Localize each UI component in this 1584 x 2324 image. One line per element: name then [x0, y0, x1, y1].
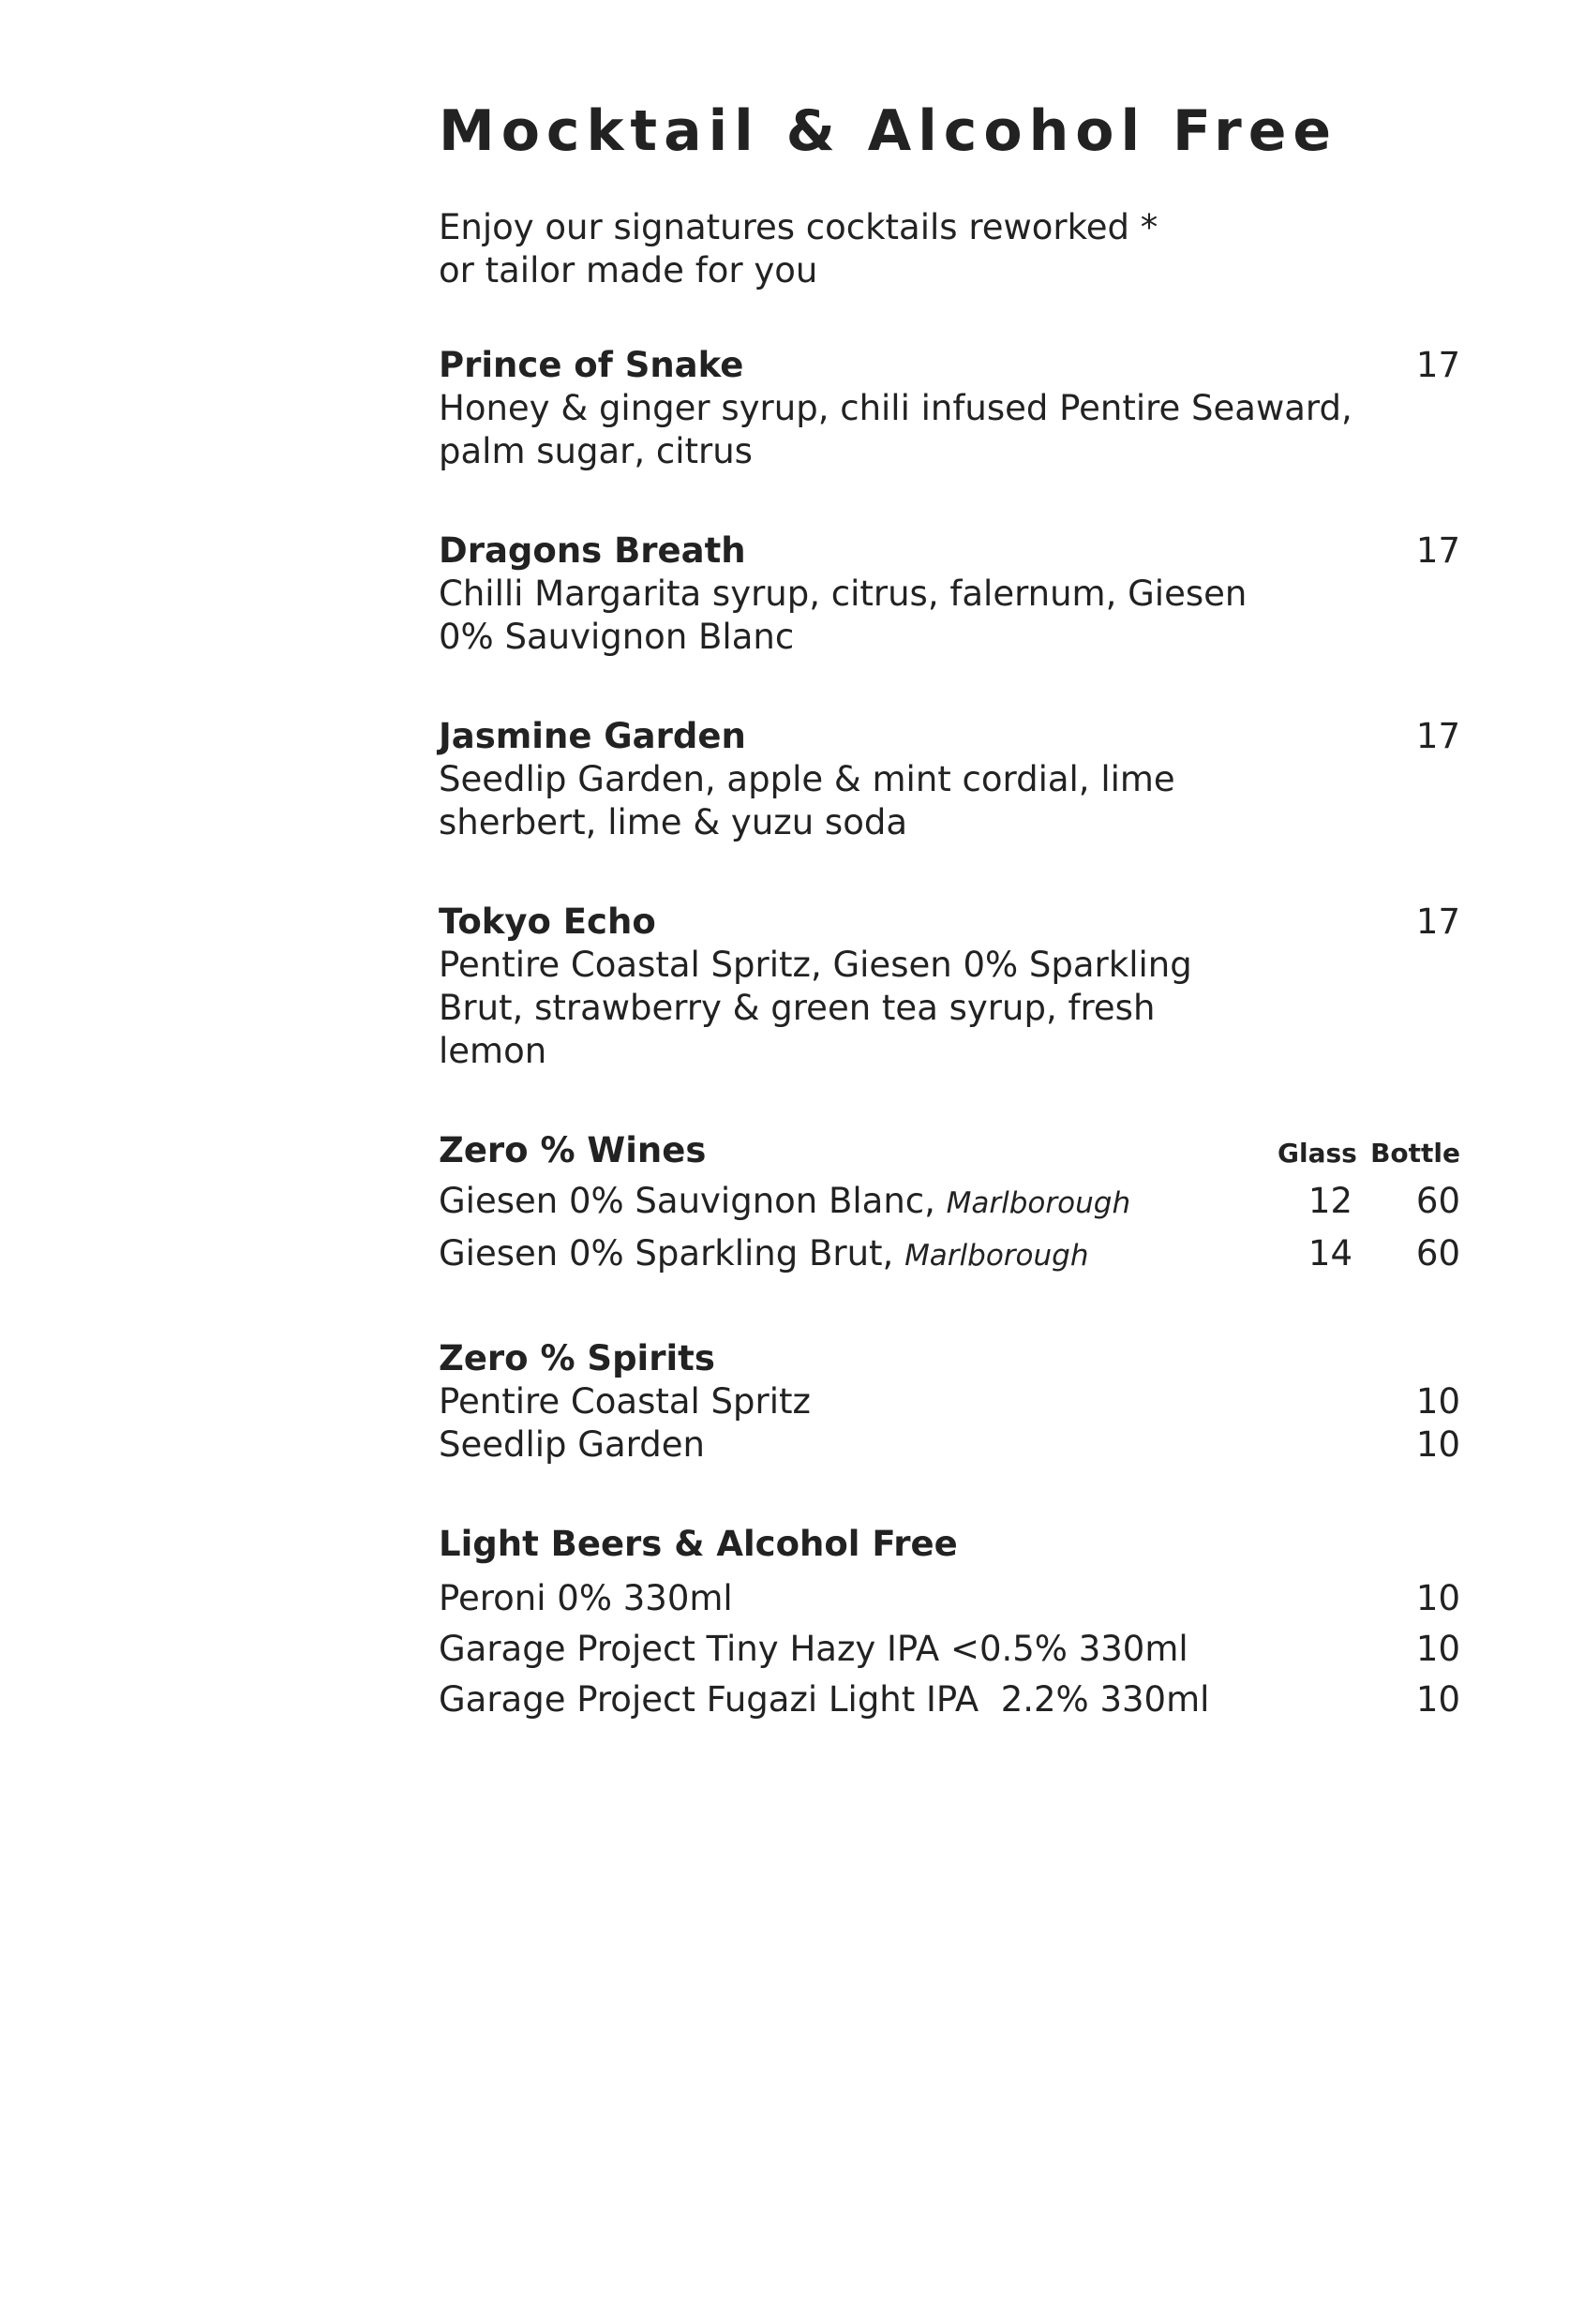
list-item: [439, 1423, 1460, 1467]
page-title: Mocktail & Alcohol Free: [439, 98, 1338, 164]
wine-region: Marlborough: [904, 1239, 1089, 1273]
item-name: Prince of Snake: [439, 345, 744, 385]
wine-name-wrap: [439, 1229, 1278, 1281]
item-price: 10: [1415, 1578, 1460, 1618]
list-item: [439, 1176, 1460, 1229]
list-item: [439, 1624, 1460, 1675]
item-description: Chilli Margarita syrup, citrus, falernum, Giesen 0% Sauvignon Blanc: [439, 574, 1248, 657]
intro-line: or tailor made for you: [439, 250, 818, 290]
item-name: Dragons Breath: [439, 530, 746, 571]
item-price: 17: [1415, 716, 1460, 756]
wine-bottle-price: 60: [1415, 1181, 1460, 1221]
item-price: 10: [1415, 1381, 1460, 1422]
intro-line: Enjoy our signatures cocktails reworked *: [439, 207, 1158, 247]
section-title: Zero % Spirits: [439, 1338, 715, 1378]
menu-page: [439, 94, 1460, 1725]
column-header-bottle: Bottle: [1370, 1138, 1460, 1169]
item-name: Seedlip Garden: [439, 1424, 705, 1465]
list-item: [439, 1380, 1460, 1423]
column-headers: [1278, 1138, 1460, 1169]
item-description: Honey & ginger syrup, chili infused Pentire Seaward, palm sugar, citrus: [439, 388, 1352, 471]
menu-item-jasmine-garden: [439, 715, 1460, 844]
wine-region: Marlborough: [946, 1186, 1131, 1220]
item-name: Pentire Coastal Spritz: [439, 1381, 811, 1422]
wine-bottle-price: 60: [1415, 1233, 1460, 1274]
section-zero-wines: [439, 1129, 1460, 1281]
menu-item-prince-of-snake: [439, 344, 1460, 473]
item-name: Garage Project Tiny Hazy IPA <0.5% 330ml: [439, 1629, 1188, 1669]
item-name: Jasmine Garden: [439, 716, 746, 756]
wine-glass-price: 12: [1308, 1181, 1352, 1221]
section-title: Zero % Wines: [439, 1130, 707, 1170]
wine-name: Giesen 0% Sauvignon Blanc,: [439, 1181, 935, 1221]
section-light-beers: [439, 1523, 1460, 1725]
item-name: Peroni 0% 330ml: [439, 1578, 733, 1618]
wine-glass-price: 14: [1308, 1233, 1352, 1274]
list-item: [439, 1229, 1460, 1281]
item-description: Seedlip Garden, apple & mint cordial, lime sherbert, lime & yuzu soda: [439, 759, 1175, 842]
item-price: 17: [1415, 530, 1460, 571]
item-price: 17: [1415, 345, 1460, 385]
section-title: Light Beers & Alcohol Free: [439, 1524, 958, 1564]
wine-name: Giesen 0% Sparkling Brut,: [439, 1233, 894, 1274]
column-header-glass: Glass: [1278, 1138, 1357, 1169]
intro-text: [439, 206, 1460, 292]
item-description: Pentire Coastal Spritz, Giesen 0% Sparkling Brut, strawberry & green tea syrup, fresh lemon: [439, 945, 1192, 1071]
item-price: 10: [1415, 1679, 1460, 1720]
item-name: Tokyo Echo: [439, 901, 656, 942]
item-price: 17: [1415, 901, 1460, 942]
list-item: [439, 1675, 1460, 1725]
section-zero-spirits: [439, 1337, 1460, 1467]
list-item: [439, 1573, 1460, 1624]
item-price: 10: [1415, 1424, 1460, 1465]
item-name: Garage Project Fugazi Light IPA 2.2% 330ml: [439, 1679, 1210, 1720]
item-price: 10: [1415, 1629, 1460, 1669]
menu-item-tokyo-echo: [439, 901, 1460, 1073]
menu-item-dragons-breath: [439, 529, 1460, 659]
wine-name-wrap: [439, 1176, 1278, 1229]
